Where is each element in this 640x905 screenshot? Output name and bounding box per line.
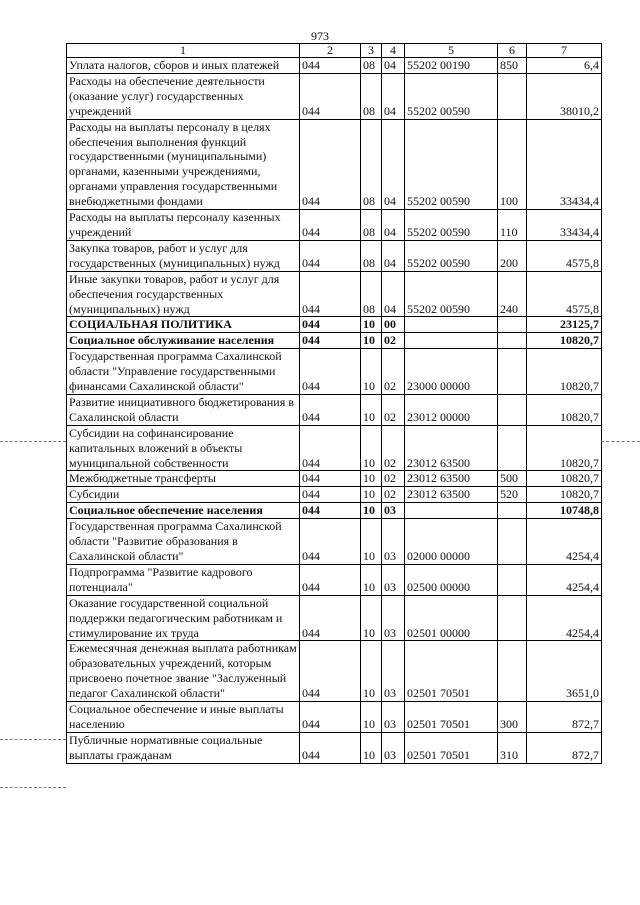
row-name: Публичные нормативные социальные выплаты гражданам (67, 732, 300, 763)
row-section: 08 (361, 58, 382, 74)
row-code: 044 (300, 58, 361, 74)
row-amount: 10748,8 (527, 503, 602, 519)
row-amount: 4575,8 (527, 240, 602, 271)
row-target-article: 23012 63500 (405, 471, 498, 487)
row-amount: 38010,2 (527, 73, 602, 119)
row-name: Закупка товаров, работ и услуг для государственных (муниципальных) нужд (67, 240, 300, 271)
row-amount: 872,7 (527, 702, 602, 733)
row-subsection: 03 (382, 641, 405, 702)
row-name: Социальное обеспечение и иные выплаты населению (67, 702, 300, 733)
row-amount: 10820,7 (527, 471, 602, 487)
row-subsection: 02 (382, 349, 405, 395)
row-amount: 872,7 (527, 732, 602, 763)
page-number: 973 (311, 29, 329, 43)
table-row (67, 641, 602, 702)
row-subsection: 04 (382, 119, 405, 209)
row-subsection: 04 (382, 73, 405, 119)
row-section: 10 (361, 471, 382, 487)
row-target-article (405, 317, 498, 333)
row-amount: 4254,4 (527, 564, 602, 595)
scan-artifact (601, 441, 640, 442)
row-target-article (405, 503, 498, 519)
row-code: 044 (300, 425, 361, 471)
column-header: 4 (382, 44, 405, 58)
row-expense-type: 300 (498, 702, 527, 733)
row-expense-type: 240 (498, 271, 527, 317)
row-code: 044 (300, 210, 361, 241)
row-target-article: 55202 00590 (405, 240, 498, 271)
row-target-article: 55202 00590 (405, 119, 498, 209)
row-amount: 10820,7 (527, 333, 602, 349)
row-subsection: 02 (382, 394, 405, 425)
row-name: Уплата налогов, сборов и иных платежей (67, 58, 300, 74)
row-code: 044 (300, 240, 361, 271)
table-row (67, 210, 602, 241)
table-row (67, 333, 602, 349)
column-header: 5 (405, 44, 498, 58)
row-code: 044 (300, 732, 361, 763)
row-expense-type (498, 564, 527, 595)
row-amount: 33434,4 (527, 119, 602, 209)
table-row (67, 702, 602, 733)
row-code: 044 (300, 349, 361, 395)
row-subsection: 03 (382, 519, 405, 565)
table-row (67, 595, 602, 641)
row-target-article: 55202 00190 (405, 58, 498, 74)
scan-artifact (0, 787, 66, 788)
row-name: Межбюджетные трансферты (67, 471, 300, 487)
row-subsection: 03 (382, 503, 405, 519)
table-row (67, 73, 602, 119)
table-row (67, 240, 602, 271)
row-subsection: 04 (382, 210, 405, 241)
row-name: Социальное обеспечение населения (67, 503, 300, 519)
table-row (67, 271, 602, 317)
row-name: Расходы на обеспечение деятельности (оказание услуг) государственных учреждений (67, 73, 300, 119)
table-row (67, 394, 602, 425)
row-name: Расходы на выплаты персоналу казенных учреждений (67, 210, 300, 241)
row-target-article: 55202 00590 (405, 73, 498, 119)
row-expense-type (498, 394, 527, 425)
column-header: 1 (67, 44, 300, 58)
row-subsection: 00 (382, 317, 405, 333)
row-target-article: 02501 70501 (405, 641, 498, 702)
row-amount: 10820,7 (527, 487, 602, 503)
row-name: Иные закупки товаров, работ и услуг для обеспечения государственных (муниципальных) нужд (67, 271, 300, 317)
row-target-article: 55202 00590 (405, 210, 498, 241)
row-expense-type: 110 (498, 210, 527, 241)
row-subsection: 04 (382, 271, 405, 317)
row-subsection: 03 (382, 732, 405, 763)
row-section: 10 (361, 641, 382, 702)
row-code: 044 (300, 702, 361, 733)
row-section: 10 (361, 503, 382, 519)
row-code: 044 (300, 317, 361, 333)
row-code: 044 (300, 519, 361, 565)
row-section: 08 (361, 210, 382, 241)
row-section: 08 (361, 73, 382, 119)
row-expense-type: 500 (498, 471, 527, 487)
row-code: 044 (300, 487, 361, 503)
row-subsection: 04 (382, 58, 405, 74)
row-expense-type: 100 (498, 119, 527, 209)
row-name: Расходы на выплаты персоналу в целях обеспечения выполнения функций государственными (муниципальными) органами, казенными учреждениями, органами управления государственными внебюджетными фондами (67, 119, 300, 209)
row-section: 10 (361, 349, 382, 395)
table-row (67, 425, 602, 471)
row-expense-type (498, 73, 527, 119)
row-target-article: 02500 00000 (405, 564, 498, 595)
row-target-article: 02000 00000 (405, 519, 498, 565)
row-code: 044 (300, 595, 361, 641)
row-code: 044 (300, 641, 361, 702)
row-section: 10 (361, 595, 382, 641)
row-expense-type (498, 595, 527, 641)
row-name: Оказание государственной социальной поддержки педагогическим работникам и стимулирование их труда (67, 595, 300, 641)
row-subsection: 03 (382, 702, 405, 733)
row-code: 044 (300, 119, 361, 209)
row-section: 10 (361, 564, 382, 595)
row-section: 10 (361, 732, 382, 763)
row-target-article: 02501 70501 (405, 702, 498, 733)
row-subsection: 03 (382, 564, 405, 595)
row-amount: 4575,8 (527, 271, 602, 317)
row-code: 044 (300, 271, 361, 317)
column-header: 6 (498, 44, 527, 58)
row-expense-type (498, 519, 527, 565)
row-expense-type: 310 (498, 732, 527, 763)
row-target-article: 23000 00000 (405, 349, 498, 395)
row-section: 10 (361, 333, 382, 349)
row-amount: 10820,7 (527, 425, 602, 471)
row-section: 08 (361, 271, 382, 317)
row-name: Субсидии (67, 487, 300, 503)
row-code: 044 (300, 333, 361, 349)
row-expense-type (498, 317, 527, 333)
table-row (67, 732, 602, 763)
row-section: 10 (361, 425, 382, 471)
row-name: Подпрограмма "Развитие кадрового потенциала" (67, 564, 300, 595)
row-section: 10 (361, 702, 382, 733)
table-row (67, 349, 602, 395)
row-code: 044 (300, 503, 361, 519)
row-target-article: 23012 00000 (405, 394, 498, 425)
row-amount: 10820,7 (527, 349, 602, 395)
row-amount: 3651,0 (527, 641, 602, 702)
scan-artifact (0, 739, 66, 740)
row-name: СОЦИАЛЬНАЯ ПОЛИТИКА (67, 317, 300, 333)
row-target-article: 02501 70501 (405, 732, 498, 763)
row-section: 10 (361, 317, 382, 333)
row-expense-type (498, 503, 527, 519)
row-section: 08 (361, 240, 382, 271)
row-name: Ежемесячная денежная выплата работникам образовательных учреждений, которым присвоено почетное звание "Заслуженный педагог Сахалинской области" (67, 641, 300, 702)
row-name: Развитие инициативного бюджетирования в Сахалинской области (67, 394, 300, 425)
row-code: 044 (300, 73, 361, 119)
scan-artifact (0, 441, 66, 442)
row-section: 10 (361, 519, 382, 565)
row-subsection: 02 (382, 425, 405, 471)
row-target-article: 55202 00590 (405, 271, 498, 317)
row-name: Субсидии на софинансирование капитальных вложений в объекты муниципальной собственности (67, 425, 300, 471)
row-expense-type: 200 (498, 240, 527, 271)
table-row (67, 471, 602, 487)
row-subsection: 02 (382, 333, 405, 349)
row-expense-type (498, 349, 527, 395)
row-name: Государственная программа Сахалинской области "Развитие образования в Сахалинской области" (67, 519, 300, 565)
row-target-article: 23012 63500 (405, 487, 498, 503)
row-name: Социальное обслуживание населения (67, 333, 300, 349)
column-header: 2 (300, 44, 361, 58)
table-row (67, 317, 602, 333)
row-subsection: 03 (382, 595, 405, 641)
row-expense-type (498, 641, 527, 702)
header-row (67, 44, 602, 58)
table-row (67, 503, 602, 519)
row-code: 044 (300, 394, 361, 425)
table-row (67, 519, 602, 565)
column-header: 7 (527, 44, 602, 58)
row-expense-type: 520 (498, 487, 527, 503)
row-code: 044 (300, 564, 361, 595)
row-amount: 6,4 (527, 58, 602, 74)
table-row (67, 564, 602, 595)
row-amount: 23125,7 (527, 317, 602, 333)
row-subsection: 04 (382, 240, 405, 271)
row-expense-type: 850 (498, 58, 527, 74)
budget-table (66, 43, 602, 764)
row-section: 08 (361, 119, 382, 209)
row-subsection: 02 (382, 471, 405, 487)
column-header: 3 (361, 44, 382, 58)
row-amount: 4254,4 (527, 519, 602, 565)
row-target-article: 23012 63500 (405, 425, 498, 471)
row-section: 10 (361, 394, 382, 425)
row-expense-type (498, 425, 527, 471)
table-row (67, 58, 602, 74)
row-target-article: 02501 00000 (405, 595, 498, 641)
row-amount: 4254,4 (527, 595, 602, 641)
row-amount: 33434,4 (527, 210, 602, 241)
row-subsection: 02 (382, 487, 405, 503)
row-amount: 10820,7 (527, 394, 602, 425)
row-section: 10 (361, 487, 382, 503)
row-target-article (405, 333, 498, 349)
table-row (67, 119, 602, 209)
row-name: Государственная программа Сахалинской области "Управление государственными финансами Сахалинской области" (67, 349, 300, 395)
row-expense-type (498, 333, 527, 349)
table-row (67, 487, 602, 503)
row-code: 044 (300, 471, 361, 487)
